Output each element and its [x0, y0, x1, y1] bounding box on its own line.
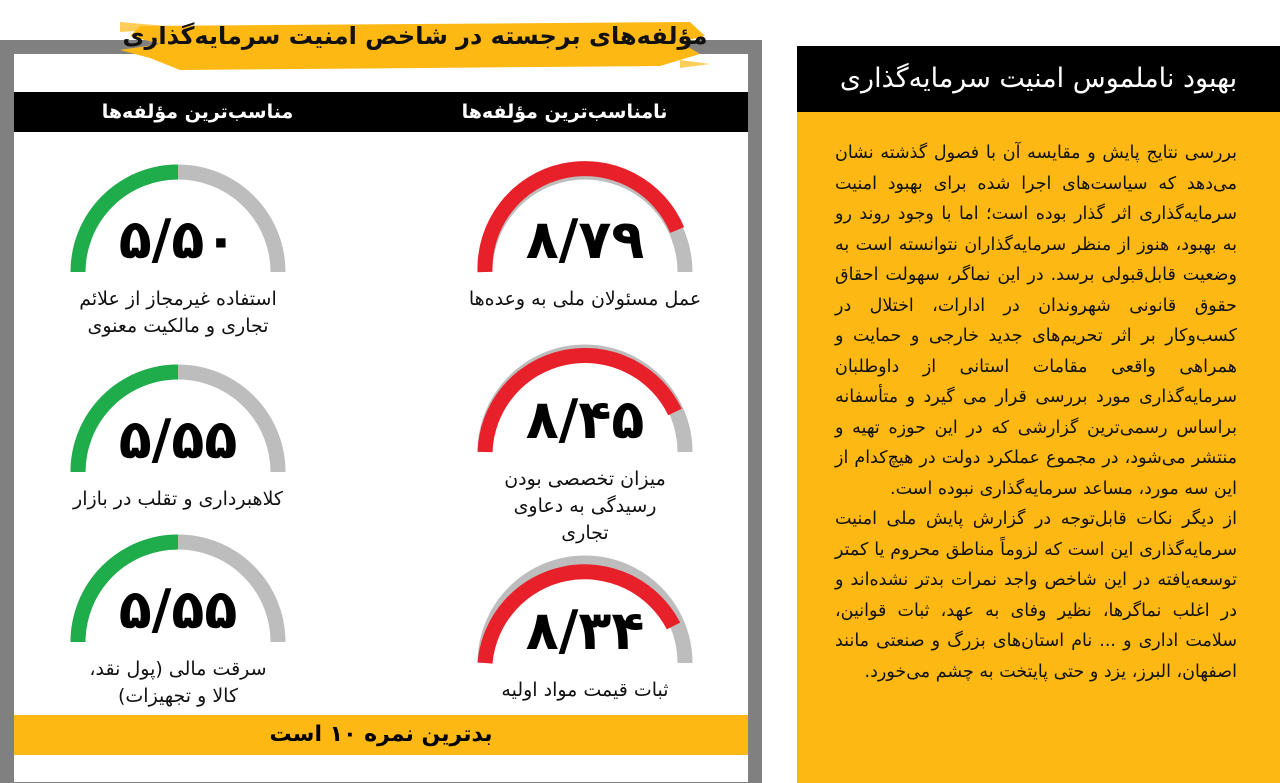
infographic-panel [14, 54, 748, 782]
gauge-worst-2 [465, 330, 705, 547]
gauge-value: ۵/۵۵ [118, 578, 238, 641]
gauge-value: ۵/۵۵ [118, 408, 238, 471]
gauge-label: میزان تخصصی بودن رسیدگی به دعاوی تجاری [504, 468, 666, 544]
title-banner [120, 14, 710, 78]
gauge-label: سرقت مالی (پول نقد، کالا و تجهیزات) [89, 658, 267, 707]
article-text [835, 138, 1237, 687]
worst-score-note: بدترین نمره ۱۰ است [14, 715, 748, 755]
banner-title: مؤلفه‌های برجسته در شاخص امنیت سرمایه‌گذاری [122, 22, 708, 50]
article-body [797, 112, 1280, 783]
gauge-label: استفاده غیرمجاز از علائم تجاری و مالکیت معنوی [79, 288, 277, 337]
article-paragraph: بررسی نتایج پایش و مقایسه آن با فصول گذشته نشان می‌دهد که سیاست‌های اجرا شده برای بهبود امنیت سرمایه‌گذاری اثر گذار بوده است؛ اما با وجود روند رو به بهبود، هنوز از منظر سرمایه‌گذاران نتوانسته است به وضعیت قابل‌قبولی برسد. در این نماگر، سهولت احقاق حقوق قانونی شهروندان در ادارات، اختلال در کسب‌و‌کار بر اثر تحریم‌های جدید خارجی و حمایت و همراهی واقعی مقامات استانی از داوطلبان سرمایه‌گذاری مورد بررسی قرار می گیرد و متأسفانه براساس رسمی‌ترین گزارشی که در این حوزه تهیه و منتشر می‌شود، در مجموع عملکرد دولت در هیچ‌کدام از این سه مورد، مساعد سرمایه‌گذاری نبوده است. [835, 143, 1237, 499]
gauge-worst-3 [465, 541, 705, 704]
gauge-value: ۸/۳۴ [525, 599, 645, 662]
gauge-value: ۸/۴۵ [525, 388, 645, 451]
article-title: بهبود ناملموس امنیت سرمایه‌گذاری [797, 46, 1280, 112]
gauge-best-1 [58, 150, 298, 340]
gauge-worst-1 [465, 150, 705, 313]
gauge-value: ۸/۷۹ [525, 208, 645, 271]
column-header-bar [14, 92, 748, 132]
best-column-header: مناسب‌ترین مؤلفه‌ها [101, 101, 294, 123]
infographic-frame [0, 40, 762, 783]
article-paragraph: از دیگر نکات قابل‌توجه در گزارش پایش ملی امنیت سرمایه‌گذاری این است که لزوماً مناطق محروم یا کمتر توسعه‌یافته در این شاخص واجد نمرات بدتر نشده‌اند و در اغلب نماگرها، نظیر وفای به عهد، ثبات قوانین، سلامت اداری و ... نام استان‌های بزرگ و صنعتی مانند اصفهان، البرز، یزد و حتی پایتخت به چشم می‌خورد. [835, 509, 1237, 682]
gauge-best-3 [58, 520, 298, 710]
gauge-label: عمل مسئولان ملی به وعده‌ها [468, 288, 702, 310]
gauge-label: کلاهبرداری و تقلب در بازار [73, 488, 283, 510]
gauge-label: ثبات قیمت مواد اولیه [501, 679, 669, 701]
worst-column-header: نامناسب‌ترین مؤلفه‌ها [461, 101, 668, 123]
gauge-value: ۵/۵۰ [118, 208, 238, 271]
gauge-best-2 [58, 350, 298, 513]
